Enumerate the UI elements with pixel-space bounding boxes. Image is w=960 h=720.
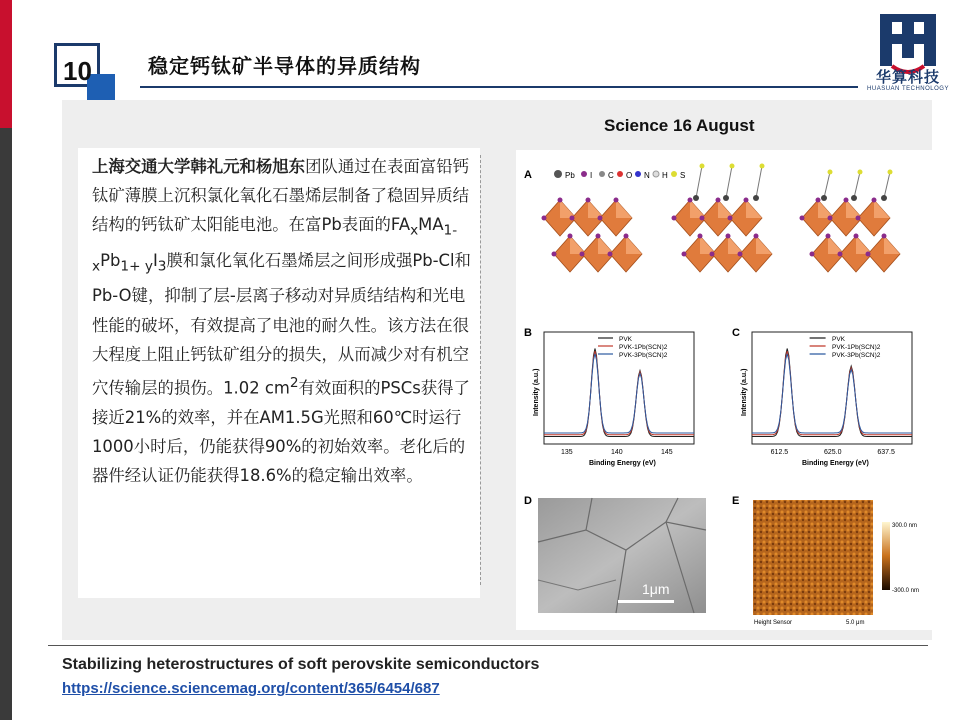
iodine-atom — [624, 234, 629, 239]
iodine-atom — [854, 234, 859, 239]
panel-c-label: C — [732, 327, 740, 339]
s-atom — [730, 164, 735, 169]
body-part-3: 有效面积的PSCs获得了接近21%的效率，并在AM1.5G光照和60℃时运行1000小时后，仍能获得90%的初始效率。老化后的器件经认证仍能获得18.6%的稳定输出效率。 — [92, 378, 470, 486]
pb-atom — [753, 195, 759, 201]
afm-colorbar — [882, 522, 890, 590]
crystal-structure-1 — [542, 198, 643, 273]
slide-number-box — [54, 43, 100, 87]
afm-sensor-label: Height Sensor — [754, 620, 793, 626]
legend-label: PVK — [832, 336, 846, 343]
afm-min-label: -300.0 nm — [892, 588, 920, 594]
reference-title: Stabilizing heterostructures of soft perovskite semiconductors — [62, 656, 540, 673]
legend-label: PVK-1Pb(SCN)2 — [832, 344, 881, 351]
iodine-atom — [710, 252, 715, 257]
iodine-atom — [672, 216, 677, 221]
afm-scale-label: 5.0 μm — [846, 620, 865, 626]
iodine-atom — [682, 252, 687, 257]
series-line-0 — [544, 349, 694, 437]
iodine-atom — [844, 198, 849, 203]
body-sub-x2: x — [92, 258, 101, 275]
journal-source: Science 16 August — [604, 116, 755, 135]
dashed-divider — [480, 155, 481, 585]
body-part-1: 团队通过在表面富铅钙钛矿薄膜上沉积氯化氧化石墨烯层制备了稳固异质结结构的钙钛矿太阳能电池。在富Pb表面的FA — [92, 157, 469, 235]
left-accent-red — [0, 0, 12, 128]
series-line-1 — [752, 351, 912, 435]
iodine-atom — [580, 252, 585, 257]
figure-svg — [516, 150, 934, 630]
legend-label: PVK-1Pb(SCN)2 — [619, 344, 668, 351]
legend-i: I — [590, 171, 593, 180]
iodine-atom — [728, 216, 733, 221]
scale-bar-label: 1μm — [642, 581, 670, 597]
pb-atom — [851, 195, 857, 201]
iodine-atom — [596, 234, 601, 239]
scale-bar — [618, 600, 674, 603]
iodine-atom — [568, 234, 573, 239]
body-sup-2: 2 — [289, 374, 299, 391]
ligand-bond — [884, 172, 890, 198]
iodine-atom — [866, 252, 871, 257]
legend-pb: Pb — [565, 171, 575, 180]
s-atom — [760, 164, 765, 169]
crystal-structures — [542, 164, 901, 273]
pb-atom — [881, 195, 887, 201]
iodine-atom — [570, 216, 575, 221]
body-part-2: 膜和氯化氧化石墨烯层之间形成强Pb-Cl和Pb-O键，抑制了层-层离子移动对异质结结构和光电性能的破坏，有效提高了电池的耐久性。该方法在很大程度上阻止钙钛矿组分的损失，从而减少对有机空穴传输层的损伤。1.02 cm — [92, 250, 471, 398]
iodine-atom — [828, 216, 833, 221]
atom-legend — [554, 170, 685, 180]
panel-b-label: B — [524, 327, 532, 339]
x-axis-label: Binding Energy (eV) — [589, 460, 656, 467]
legend-label: PVK-3Pb(SCN)2 — [832, 352, 881, 359]
series-line-2 — [544, 354, 694, 433]
body-i: I — [152, 250, 158, 270]
crystal-structure-3 — [800, 170, 901, 273]
x-axis-label: Binding Energy (eV) — [802, 460, 869, 467]
afm-max-label: 300.0 nm — [892, 523, 918, 529]
legend-c: C — [608, 171, 614, 180]
iodine-atom — [688, 198, 693, 203]
iodine-atom — [614, 198, 619, 203]
ligand-bond — [854, 172, 860, 198]
series-line-0 — [752, 349, 912, 437]
body-paragraph — [92, 152, 477, 490]
legend-h: H — [662, 171, 668, 180]
footer-divider — [48, 645, 928, 646]
sem-image — [538, 498, 706, 613]
iodine-atom — [726, 234, 731, 239]
iodine-atom — [586, 198, 591, 203]
slide-number: 10 — [63, 56, 92, 86]
series-line-1 — [544, 351, 694, 435]
s-atom — [700, 164, 705, 169]
body-sub-1y: 1+ y — [120, 258, 153, 275]
iodine-atom — [872, 198, 877, 203]
s-atom — [858, 170, 863, 175]
iodine-atom — [744, 198, 749, 203]
tick-label: 135 — [561, 449, 573, 456]
logo-text-en: HUASUAN TECHNOLOGY — [867, 86, 949, 92]
afm-image — [753, 500, 919, 626]
ligand-bond — [696, 166, 702, 198]
iodine-atom — [738, 252, 743, 257]
iodine-atom — [754, 234, 759, 239]
tick-label: 637.5 — [877, 449, 895, 456]
iodine-atom — [826, 234, 831, 239]
ligand-bond — [756, 166, 762, 198]
body-sub-3: 3 — [157, 258, 167, 275]
title-underline — [140, 86, 858, 88]
iodine-atom — [542, 216, 547, 221]
s-atom — [888, 170, 893, 175]
panel-e-label: E — [732, 495, 740, 507]
iodine-atom — [816, 198, 821, 203]
tick-label: 612.5 — [770, 449, 789, 456]
iodine-atom — [700, 216, 705, 221]
ligand-bond — [726, 166, 732, 198]
body-sub-x: x — [410, 222, 419, 239]
left-accent-bar — [0, 0, 12, 720]
pb-atom — [693, 195, 699, 201]
tick-label: 625.0 — [824, 449, 842, 456]
iodine-atom — [856, 216, 861, 221]
iodine-atom — [716, 198, 721, 203]
pb-atom — [821, 195, 827, 201]
iodine-atom — [838, 252, 843, 257]
slide-title: 稳定钙钛矿半导体的异质结构 — [148, 54, 421, 78]
iodine-atom — [698, 234, 703, 239]
body-sub-1: 1- — [443, 222, 458, 239]
body-bold-lead: 上海交通大学韩礼元和杨旭东 — [92, 157, 306, 176]
legend-s: S — [680, 171, 686, 180]
iodine-atom — [608, 252, 613, 257]
ligand-bond — [824, 172, 830, 198]
reference-link[interactable]: https://science.sciencemag.org/content/365/6454/687 — [62, 680, 440, 697]
series-line-2 — [752, 354, 912, 433]
body-ma: MA — [418, 215, 444, 235]
iodine-atom — [810, 252, 815, 257]
pb-atom — [723, 195, 729, 201]
iodine-atom — [882, 234, 887, 239]
legend-label: PVK-3Pb(SCN)2 — [619, 352, 668, 359]
iodine-atom — [598, 216, 603, 221]
tick-label: 145 — [661, 449, 673, 456]
s-atom — [828, 170, 833, 175]
legend-n: N — [644, 171, 650, 180]
iodine-atom — [552, 252, 557, 257]
logo-text-cn: 华算科技 — [875, 68, 940, 86]
body-pb: Pb — [100, 250, 121, 270]
crystal-structure-2 — [672, 164, 773, 273]
xps-chart-c — [741, 332, 912, 467]
y-axis-label: Intensity (a.u.) — [533, 368, 540, 416]
tick-label: 140 — [611, 449, 623, 456]
panel-a-label: A — [524, 169, 532, 181]
legend-o: O — [626, 171, 633, 180]
xps-chart-b — [533, 332, 694, 467]
y-axis-label: Intensity (a.u.) — [741, 368, 748, 416]
iodine-atom — [558, 198, 563, 203]
iodine-atom — [800, 216, 805, 221]
legend-label: PVK — [619, 336, 633, 343]
panel-d-label: D — [524, 495, 532, 507]
